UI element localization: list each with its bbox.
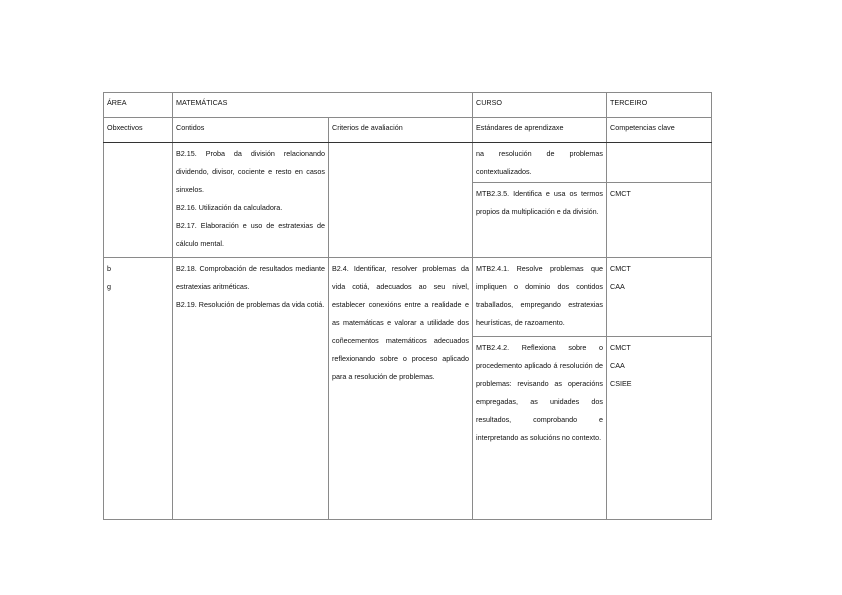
- table-row: [104, 143, 712, 258]
- estandar-item: na resolución de problemas contextualizados.: [476, 149, 604, 176]
- row2-obxectivos: [104, 258, 173, 520]
- area-value: MATEMÁTICAS: [173, 93, 473, 118]
- row1-competencias: [607, 143, 712, 258]
- estandar-item: MTB2.4.1. Resolve problemas que impliquen o dominio dos contidos traballados, empregando estratexias heurísticas, de razoamento.: [476, 264, 604, 327]
- criterio-item: B2.4. Identificar, resolver problemas da vida cotiá, adecuados ao seu nivel, establecer conexións entre a realidade e as matemáticas e valorar a utilidade dos coñecementos matemáticos adecuados reflexionando sobre o proceso aplicado para a resolución de problemas.: [332, 264, 470, 381]
- col-competencias: Competencias clave: [607, 118, 712, 143]
- row1-contidos: [173, 143, 329, 258]
- curriculum-table: [103, 92, 712, 520]
- obxectivo-item: b: [107, 264, 111, 273]
- col-estandares: Estándares de aprendizaxe: [473, 118, 607, 143]
- estandar-item: MTB2.3.5. Identifica e usa os termos propios da multiplicación e da división.: [476, 189, 604, 216]
- contido-item: B2.19. Resolución de problemas da vida cotiá.: [176, 300, 325, 309]
- contido-item: B2.17. Elaboración e uso de estratexias de cálculo mental.: [176, 221, 325, 248]
- competencia-item: CSIEE: [610, 379, 632, 388]
- curso-label: CURSO: [473, 93, 607, 118]
- row1-criterios: [329, 143, 473, 258]
- contido-item: B2.15. Proba da división relacionando dividendo, divisor, cociente e resto en casos sinxelos.: [176, 149, 325, 194]
- competencia-item: CAA: [610, 282, 625, 291]
- col-obxectivos: Obxectivos: [104, 118, 173, 143]
- row2-criterios: [329, 258, 473, 520]
- col-criterios: Criterios de avaliación: [329, 118, 473, 143]
- curso-value: TERCEIRO: [607, 93, 712, 118]
- row2-contidos: [173, 258, 329, 520]
- column-header-row: [104, 118, 712, 143]
- competencia-item: CMCT: [610, 189, 631, 198]
- row2-estandares: [473, 258, 607, 520]
- contido-item: B2.16. Utilización da calculadora.: [176, 203, 283, 212]
- header-row: [104, 93, 712, 118]
- competencia-item: CAA: [610, 361, 625, 370]
- table-row: [104, 258, 712, 520]
- contido-item: B2.18. Comprobación de resultados mediante estratexias aritméticas.: [176, 264, 325, 291]
- row1-obxectivos: [104, 143, 173, 258]
- row2-competencias: [607, 258, 712, 520]
- competencia-item: CMCT: [610, 264, 631, 273]
- competencia-item: CMCT: [610, 343, 631, 352]
- row1-estandares: [473, 143, 607, 258]
- col-contidos: Contidos: [173, 118, 329, 143]
- obxectivo-item: g: [107, 282, 111, 291]
- area-label: ÁREA: [104, 93, 173, 118]
- estandar-item: MTB2.4.2. Reflexiona sobre o procedemento aplicado á resolución de problemas: revisando as operacións empregadas, as unidades dos resultados, comprobando e interpretando as solucións no contexto.: [476, 343, 604, 442]
